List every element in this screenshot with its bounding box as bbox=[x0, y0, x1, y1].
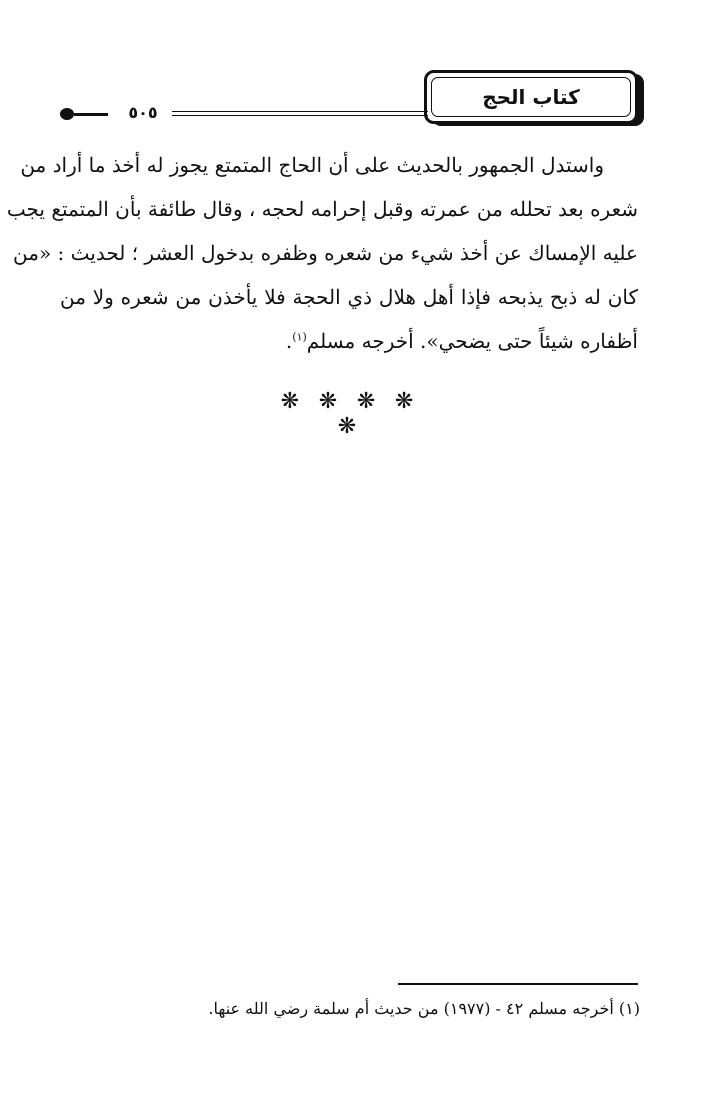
footnote-text: (١) أخرجه مسلم ٤٢ - (١٩٧٧) من حديث أم سلمة رضي الله عنها. bbox=[208, 999, 640, 1018]
body-line-3: عليه الإمساك عن أخذ شيء من شعره وظفره بدخول العشر ؛ لحديث : «من bbox=[13, 241, 638, 265]
closing-period: . bbox=[285, 329, 293, 353]
body-line-5 bbox=[60, 319, 638, 363]
body-paragraph bbox=[6, 143, 638, 363]
body-line-1: واستدل الجمهور بالحديث على أن الحاج المتمتع يجوز له أخذ ما أراد من bbox=[20, 153, 604, 177]
page-number-dot bbox=[60, 108, 74, 120]
page-number-bar bbox=[74, 113, 108, 116]
section-separator-stars: ❋ ❋ ❋ ❋ ❋ bbox=[280, 389, 420, 439]
body-line-4: كان له ذبح يذبحه فإذا أهل هلال ذي الحجة فلا يأخذن من شعره ولا من bbox=[60, 285, 638, 309]
page-number: ٥٠٥ bbox=[128, 103, 158, 122]
footnote-reference: (١) bbox=[292, 330, 307, 344]
body-line-2: شعره بعد تحلله من عمرته وقبل إحرامه لحجه ، وقال طائفة بأن المتمتع يجب bbox=[6, 197, 638, 221]
chapter-header-box bbox=[424, 70, 638, 124]
header-rule bbox=[172, 111, 428, 116]
chapter-title: كتاب الحج bbox=[482, 85, 580, 109]
footnote-rule bbox=[398, 983, 638, 985]
body-line-5-text: أظفاره شيئاً حتى يضحي». أخرجه مسلم bbox=[306, 329, 638, 353]
